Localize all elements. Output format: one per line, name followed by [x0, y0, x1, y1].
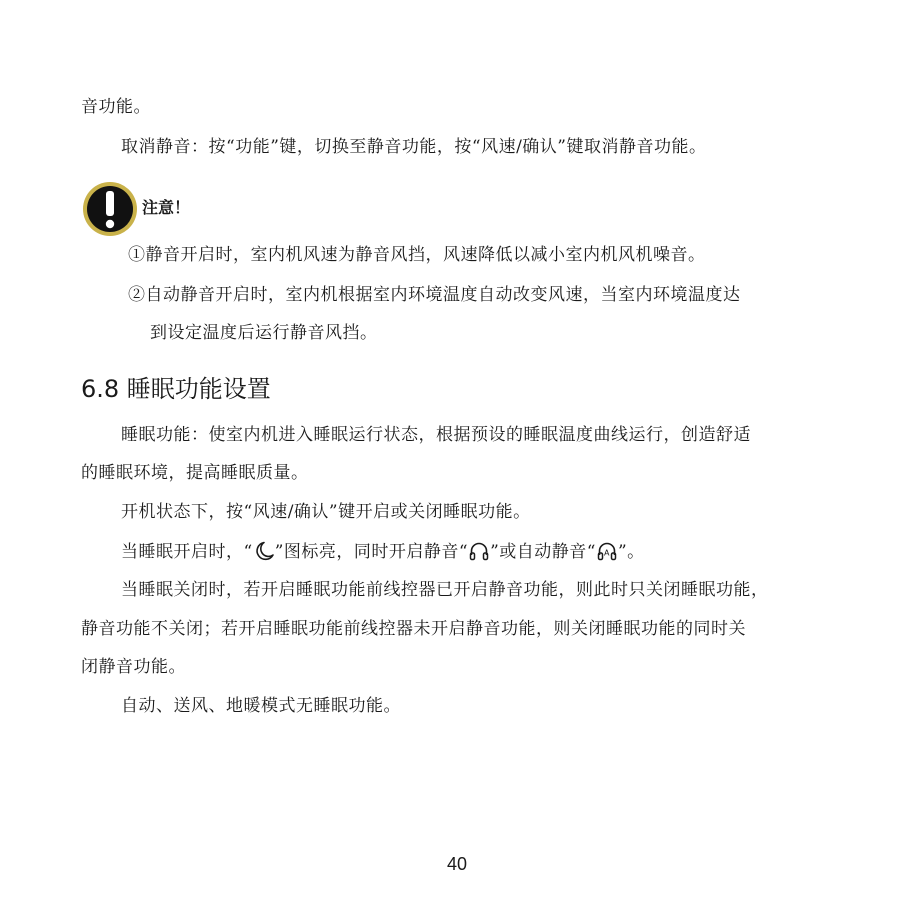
sleep-off-line-1: 当睡眠关闭时，若开启睡眠功能前线控器已开启静音功能，则此时只关闭睡眠功能，	[121, 580, 769, 600]
notice-label: 注意！	[142, 198, 191, 217]
auto-letter: A	[603, 548, 610, 558]
page-number: 40	[446, 854, 468, 874]
auto-headphones-icon	[596, 540, 618, 562]
sleep-off-line-2: 静音功能不关闭；若开启睡眠功能前线控器未开启静音功能，则关闭睡眠功能的同时关	[81, 619, 746, 639]
headphones-icon	[468, 540, 490, 562]
notice-item-2-line-2: 到设定温度后运行静音风挡。	[150, 323, 378, 343]
section-heading: 6.8 睡眠功能设置	[81, 375, 271, 403]
sleep-icon-text-4: ”。	[617, 542, 645, 562]
sleep-toggle-text: 开机状态下，按“风速/确认”键开启或关闭睡眠功能。	[121, 502, 531, 522]
no-sleep-modes-text: 自动、送风、地暖模式无睡眠功能。	[121, 696, 401, 716]
cancel-mute-text: 取消静音：按“功能”键，切换至静音功能，按“风速/确认”键取消静音功能。	[121, 137, 707, 157]
sleep-icon-text-3: ”或自动静音“	[490, 542, 596, 562]
moon-icon	[253, 540, 275, 562]
sleep-icon-paragraph	[121, 540, 645, 563]
sleep-icon-text-1: 当睡眠开启时，“	[121, 542, 253, 562]
sleep-desc-line-1: 睡眠功能：使室内机进入睡眠运行状态，根据预设的睡眠温度曲线运行，创造舒适	[121, 425, 751, 445]
warning-exclamation-icon	[81, 180, 139, 238]
sleep-desc-line-2: 的睡眠环境，提高睡眠质量。	[81, 463, 309, 483]
notice-item-1: ①静音开启时，室内机风速为静音风挡，风速降低以减小室内机风机噪音。	[128, 245, 706, 265]
notice-item-2-line-1: ②自动静音开启时，室内机根据室内环境温度自动改变风速，当室内环境温度达	[128, 285, 741, 305]
continuation-text: 音功能。	[81, 97, 151, 117]
sleep-off-line-3: 闭静音功能。	[81, 657, 186, 677]
sleep-icon-text-2: ”图标亮，同时开启静音“	[274, 542, 469, 562]
